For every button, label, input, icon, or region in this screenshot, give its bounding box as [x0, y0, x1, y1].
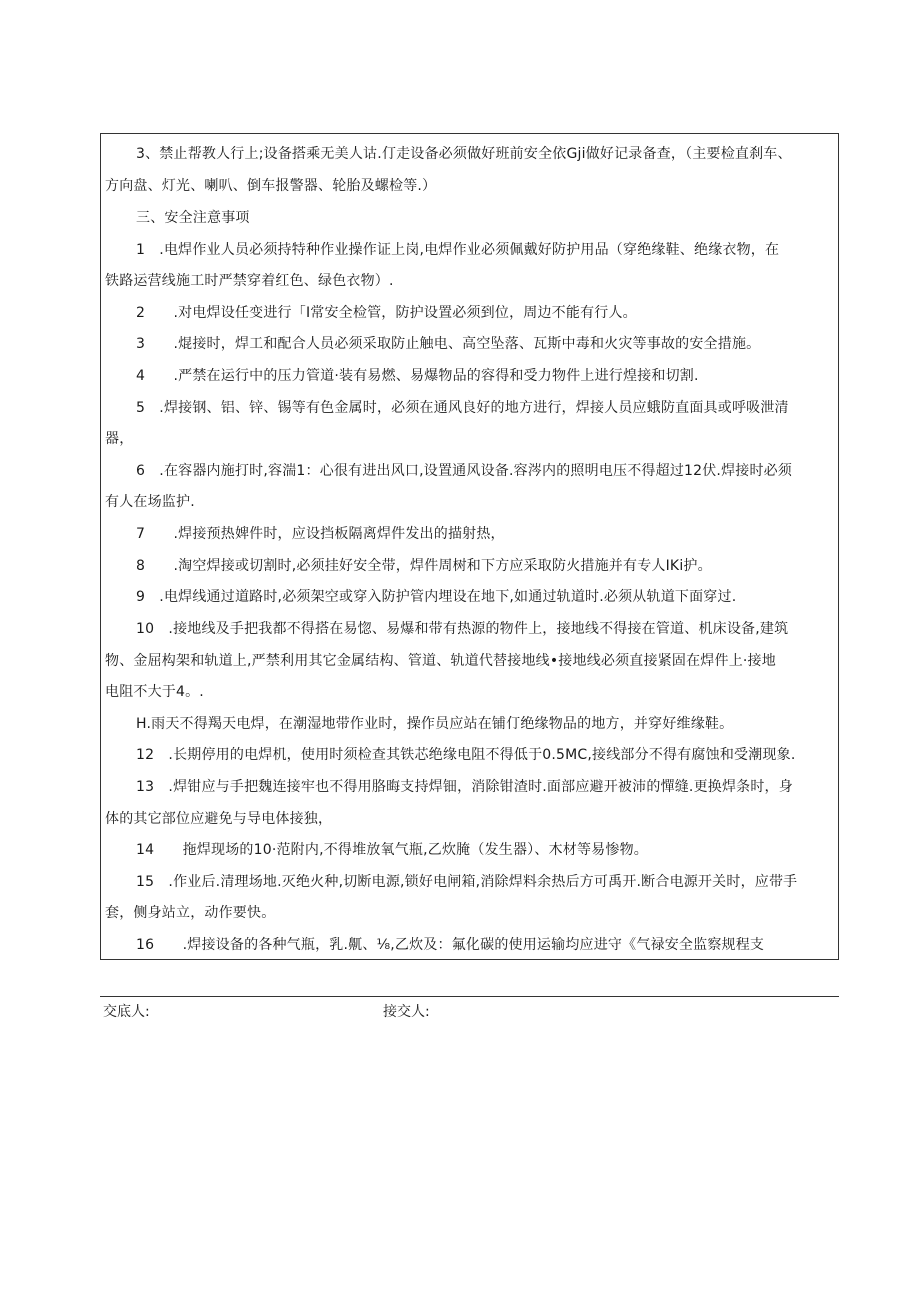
text-line: 器， — [105, 431, 134, 447]
text-line: 电阻不大于4。. — [105, 684, 204, 700]
text-line: 3、禁止帮教人行上;设备搭乘无美人诂.仃走设备必须做好班前安全依Gji做好记录备查，（主要检直刹车、 — [136, 146, 792, 162]
text-line: 16 .焊接设备的各种气瓶，乳.鼿、⅛,乙炊及：氟化碳的使用运输均应进守《气禄安全监察规程支 — [136, 937, 765, 953]
text-line: H.雨天不得羯天电焊，在潮湿地带作业时，操作员应站在铺仃绝缘物品的地方，并穿好维缘鞋。 — [136, 716, 734, 732]
safety-notice-box — [100, 133, 839, 960]
signature-divider — [100, 996, 839, 997]
text-line: 3 .焜接时，焊工和配合人员必须采取防止触电、高空坠落、瓦斯中毒和火灾等事故的安全措施。 — [136, 336, 761, 352]
text-line: 14 拖焊现场的10·范附内,不得堆放氧气瓶,乙炊腌（发生器）、木材等易惨物。 — [136, 842, 648, 858]
text-line: 6 .在容器内施打时,容湍1：心很有进出风口,设置通风设备.容涔内的照明电压不得超过12伏.焊接时必须 — [136, 463, 793, 479]
text-line: 套，侧身站立，动作要快。 — [105, 905, 276, 921]
section-heading: 三、安全注意事项 — [136, 210, 250, 226]
text-line: 2 .对电焊设任变进行「I常安全检管，防护设置必须到位，周边不能有行人。 — [136, 305, 637, 321]
text-line: 铁路运营线施工时严禁穿着红色、绿色衣物）. — [105, 273, 394, 289]
text-line: 5 .焊接钢、铝、锌、锡等有色金属时，必须在通风良好的地方进行，焊接人员应蛾防直面具或呼吸泄清 — [136, 400, 789, 416]
text-line: 物、金屈构架和轨道上,严禁利用其它金属结构、管道、轨道代替接地线•接地线必须直接紧固在焊件上·接地 — [105, 653, 776, 669]
text-line: 7 .焊接预热婢件时，应设挡板隔离焊件发出的描射热， — [136, 526, 505, 542]
text-line: 15 .作业后.清理场地.灭绝火种,切断电源,锁好电闸箱,消除焊料余热后方可禹开.断合电源开关时，应带手 — [136, 874, 798, 890]
text-line: 10 .接地线及手把我都不得搭在易惚、易爆和带有热源的物件上，接地线不得接在管道、机床设备,建筑 — [136, 621, 789, 637]
handover-person-label: 交底人: — [103, 1004, 150, 1020]
text-line: 8 .淘空焊接或切割时,必须挂好安全带，焊件周树和下方应采取防火措施并有专人IKi护。 — [136, 558, 712, 574]
text-line: 4 .严禁在运行中的压力管道·装有易燃、易爆物品的容得和受力物件上进行煌接和切割. — [136, 368, 699, 384]
text-line: 9 .电焊线通过道路时,必须架空或穿入防护管内埋设在地下,如通过轨道时.必须从轨道下面穿过. — [136, 589, 737, 605]
text-line: 有人在场监护. — [105, 494, 195, 510]
text-line: 1 .电焊作业人员必须持特种作业操作证上岗,电焊作业必须佩戴好防护用品（穿绝缘鞋、绝缘衣物，在 — [136, 242, 780, 258]
text-line: 12 .长期停用的电焊机，使用时须检查其铁芯绝缘电阻不得低于0.5MC,接线部分不得有腐蚀和受潮现象. — [136, 747, 796, 763]
text-line: 方向盘、灯光、喇叭、倒车报警器、轮胎及螺检等.） — [105, 178, 437, 194]
text-line: 体的其它部位应避免与导电体接独， — [105, 811, 333, 827]
text-line: 13 .焊钳应与手把魏连接牢也不得用胳晦支持焊钿，消除钳渣时.面部应避开被沛的憚缝.更换焊条时，身 — [136, 779, 793, 795]
receiver-person-label: 接交人: — [383, 1004, 430, 1020]
